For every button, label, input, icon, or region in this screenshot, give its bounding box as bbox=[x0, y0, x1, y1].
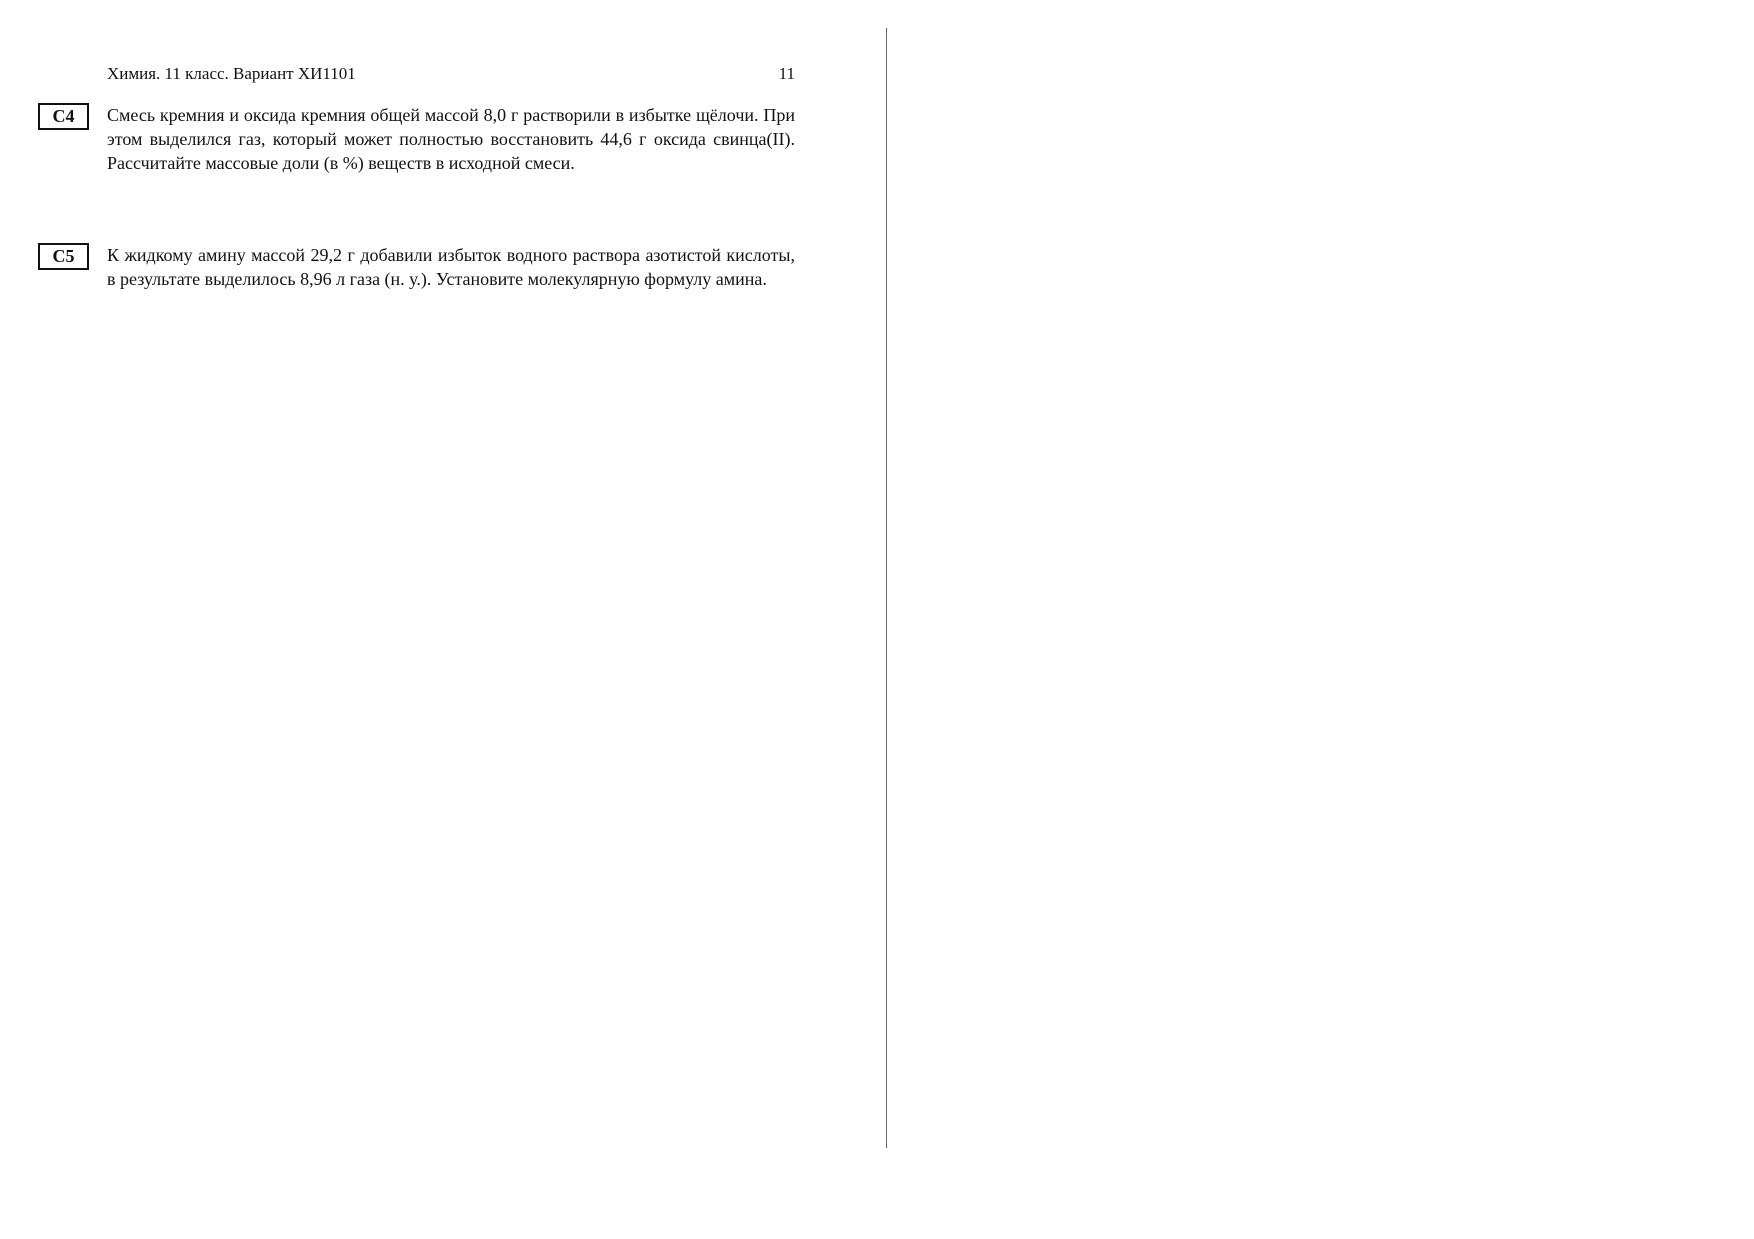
page-divider bbox=[886, 28, 887, 1148]
page-header bbox=[107, 64, 795, 88]
task-text-c4: Смесь кремния и оксида кремния общей массой 8,0 г растворили в избытке щёлочи. При этом выделился газ, который может полностью восстановить 44,6 г оксида свинца(II). Рассчитайте массовые доли (в %) веществ в исходной смеси. bbox=[107, 105, 795, 173]
task-label-c4: С4 bbox=[38, 103, 89, 130]
document-title: Химия. 11 класс. Вариант ХИ1101 bbox=[107, 64, 356, 83]
task-text-c5: К жидкому амину массой 29,2 г добавили избыток водного раствора азотистой кислоты, в результате выделилось 8,96 л газа (н. у.). Установите молекулярную формулу амина. bbox=[107, 245, 795, 289]
page-number: 11 bbox=[778, 64, 795, 83]
task-label-c5: С5 bbox=[38, 243, 89, 270]
